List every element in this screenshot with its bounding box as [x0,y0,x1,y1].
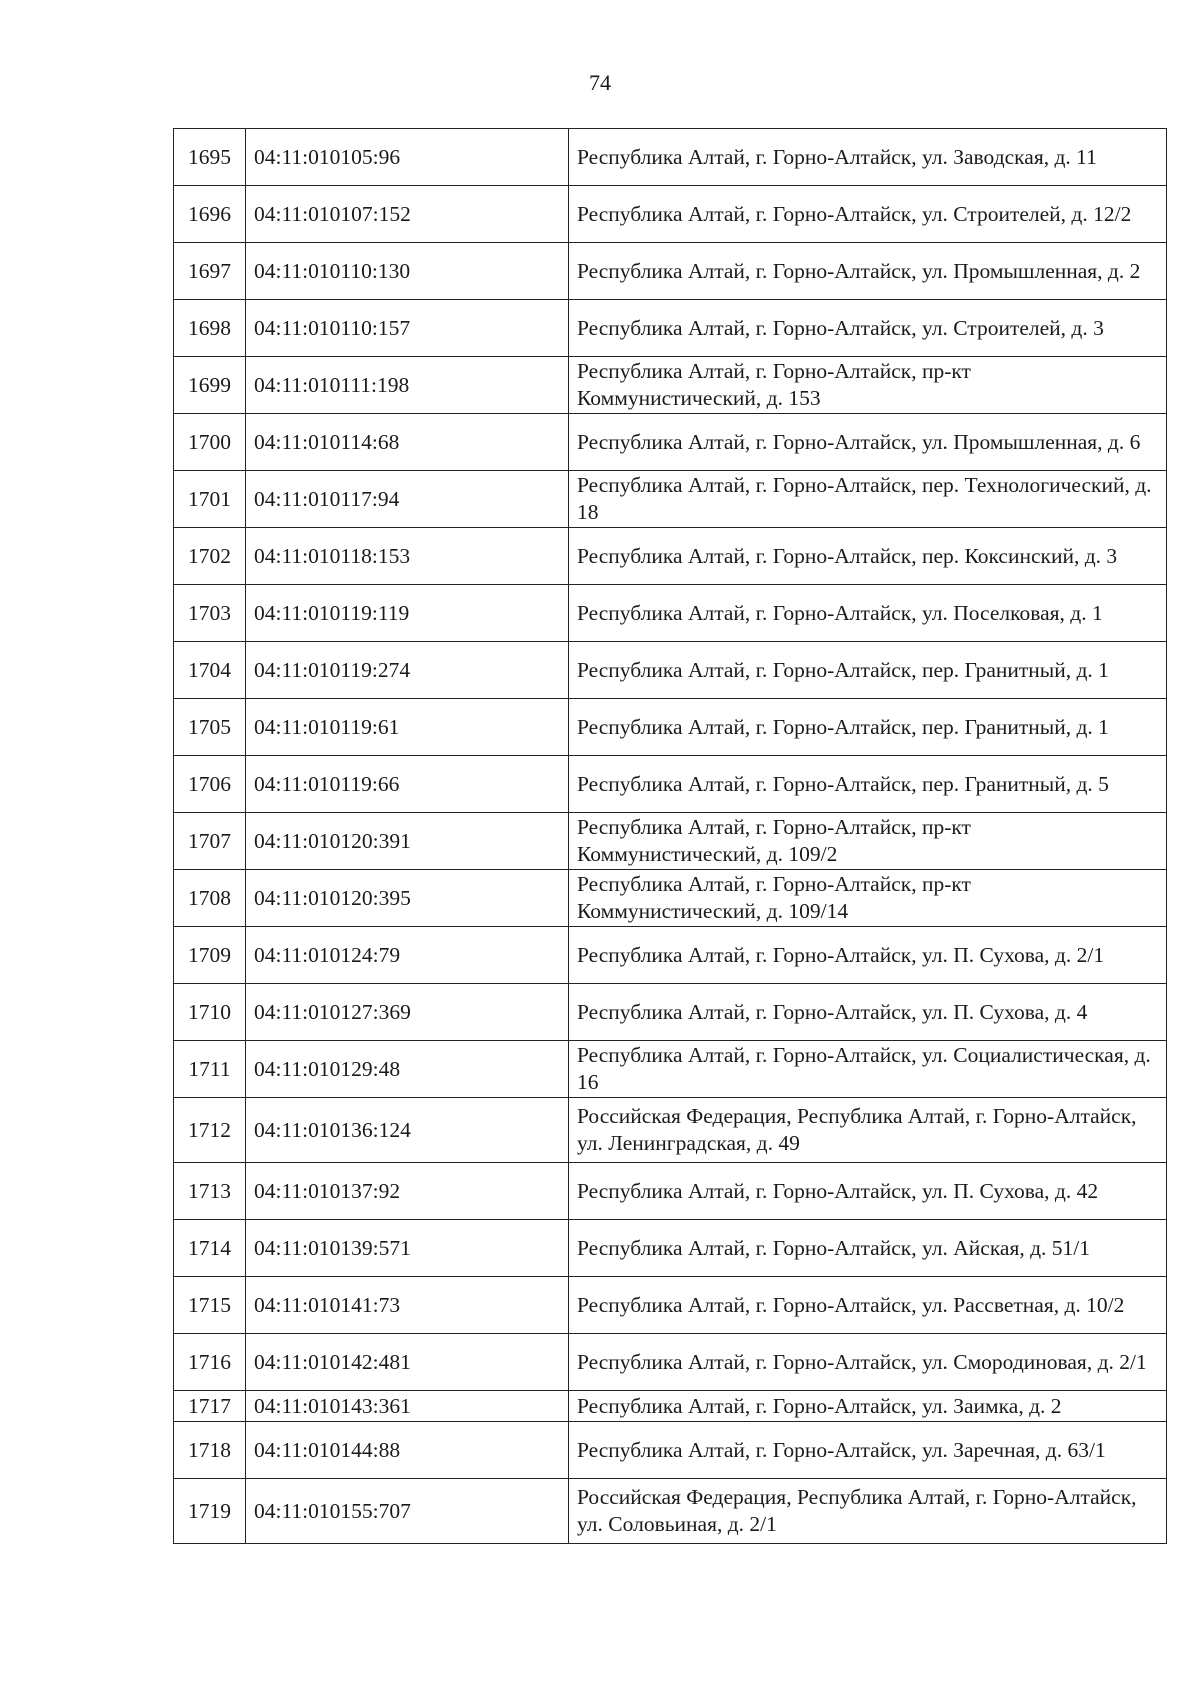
table-row [174,300,1167,357]
cadastral-number: 04:11:010119:66 [246,756,569,813]
cadastral-number: 04:11:010119:274 [246,642,569,699]
cadastral-number: 04:11:010124:79 [246,927,569,984]
address: Республика Алтай, г. Горно-Алтайск, пер. Гранитный, д. 5 [569,756,1167,813]
row-number: 1708 [174,870,246,927]
cadastral-number: 04:11:010136:124 [246,1098,569,1163]
table-row [174,1277,1167,1334]
cadastral-number: 04:11:010110:130 [246,243,569,300]
table-row [174,642,1167,699]
address: Российская Федерация, Республика Алтай, г. Горно-Алтайск, ул. Ленинградская, д. 49 [569,1098,1167,1163]
cadastral-number: 04:11:010155:707 [246,1479,569,1544]
row-number: 1712 [174,1098,246,1163]
cadastral-number: 04:11:010139:571 [246,1220,569,1277]
cadastral-number: 04:11:010107:152 [246,186,569,243]
row-number: 1699 [174,357,246,414]
row-number: 1698 [174,300,246,357]
cadastral-number: 04:11:010144:88 [246,1422,569,1479]
row-number: 1695 [174,129,246,186]
table-row [174,870,1167,927]
address: Республика Алтай, г. Горно-Алтайск, ул. Строителей, д. 12/2 [569,186,1167,243]
address: Республика Алтай, г. Горно-Алтайск, пер. Гранитный, д. 1 [569,642,1167,699]
cadastral-number: 04:11:010127:369 [246,984,569,1041]
address: Республика Алтай, г. Горно-Алтайск, ул. Смородиновая, д. 2/1 [569,1334,1167,1391]
row-number: 1715 [174,1277,246,1334]
table-row [174,1391,1167,1422]
address: Республика Алтай, г. Горно-Алтайск, пер. Коксинский, д. 3 [569,528,1167,585]
address: Республика Алтай, г. Горно-Алтайск, пер. Гранитный, д. 1 [569,699,1167,756]
row-number: 1697 [174,243,246,300]
cadastral-number: 04:11:010114:68 [246,414,569,471]
row-number: 1703 [174,585,246,642]
table-row [174,1041,1167,1098]
row-number: 1701 [174,471,246,528]
cadastral-number: 04:11:010141:73 [246,1277,569,1334]
row-number: 1704 [174,642,246,699]
cadastral-number: 04:11:010119:61 [246,699,569,756]
cadastral-number: 04:11:010143:361 [246,1391,569,1422]
cadastral-number: 04:11:010111:198 [246,357,569,414]
table-row [174,813,1167,870]
cadastral-number: 04:11:010120:395 [246,870,569,927]
address: Республика Алтай, г. Горно-Алтайск, ул. Рассветная, д. 10/2 [569,1277,1167,1334]
address: Республика Алтай, г. Горно-Алтайск, пр-кт Коммунистический, д. 109/14 [569,870,1167,927]
cadastral-number: 04:11:010117:94 [246,471,569,528]
row-number: 1713 [174,1163,246,1220]
address: Республика Алтай, г. Горно-Алтайск, ул. Промышленная, д. 2 [569,243,1167,300]
table-row [174,984,1167,1041]
table-row [174,471,1167,528]
table-row [174,528,1167,585]
row-number: 1696 [174,186,246,243]
table-row [174,414,1167,471]
row-number: 1718 [174,1422,246,1479]
table-row [174,186,1167,243]
row-number: 1705 [174,699,246,756]
address: Республика Алтай, г. Горно-Алтайск, ул. Заимка, д. 2 [569,1391,1167,1422]
table-row [174,129,1167,186]
address: Республика Алтай, г. Горно-Алтайск, ул. Социалистическая, д. 16 [569,1041,1167,1098]
table-row [174,1422,1167,1479]
row-number: 1714 [174,1220,246,1277]
address: Республика Алтай, г. Горно-Алтайск, пр-кт Коммунистический, д. 109/2 [569,813,1167,870]
cadastral-number: 04:11:010110:157 [246,300,569,357]
table-row [174,357,1167,414]
property-table [173,128,1167,1544]
table-row [174,1334,1167,1391]
row-number: 1709 [174,927,246,984]
table-row [174,699,1167,756]
cadastral-number: 04:11:010105:96 [246,129,569,186]
row-number: 1710 [174,984,246,1041]
cadastral-number: 04:11:010118:153 [246,528,569,585]
table-row [174,927,1167,984]
row-number: 1711 [174,1041,246,1098]
address: Республика Алтай, г. Горно-Алтайск, пер. Технологический, д. 18 [569,471,1167,528]
address: Республика Алтай, г. Горно-Алтайск, ул. П. Сухова, д. 4 [569,984,1167,1041]
address: Республика Алтай, г. Горно-Алтайск, ул. Заречная, д. 63/1 [569,1422,1167,1479]
row-number: 1717 [174,1391,246,1422]
table-row [174,1098,1167,1163]
table-row [174,1163,1167,1220]
row-number: 1707 [174,813,246,870]
address: Республика Алтай, г. Горно-Алтайск, ул. Заводская, д. 11 [569,129,1167,186]
address: Республика Алтай, г. Горно-Алтайск, ул. Промышленная, д. 6 [569,414,1167,471]
address: Российская Федерация, Республика Алтай, г. Горно-Алтайск, ул. Соловьиная, д. 2/1 [569,1479,1167,1544]
cadastral-number: 04:11:010120:391 [246,813,569,870]
table-row [174,756,1167,813]
cadastral-number: 04:11:010137:92 [246,1163,569,1220]
row-number: 1700 [174,414,246,471]
address: Республика Алтай, г. Горно-Алтайск, ул. П. Сухова, д. 42 [569,1163,1167,1220]
row-number: 1719 [174,1479,246,1544]
address: Республика Алтай, г. Горно-Алтайск, пр-кт Коммунистический, д. 153 [569,357,1167,414]
row-number: 1706 [174,756,246,813]
page-number: 74 [589,70,611,95]
row-number: 1716 [174,1334,246,1391]
cadastral-number: 04:11:010142:481 [246,1334,569,1391]
table-row [174,243,1167,300]
table-row [174,585,1167,642]
address: Республика Алтай, г. Горно-Алтайск, ул. Строителей, д. 3 [569,300,1167,357]
cadastral-number: 04:11:010119:119 [246,585,569,642]
address: Республика Алтай, г. Горно-Алтайск, ул. Айская, д. 51/1 [569,1220,1167,1277]
row-number: 1702 [174,528,246,585]
address: Республика Алтай, г. Горно-Алтайск, ул. П. Сухова, д. 2/1 [569,927,1167,984]
cadastral-number: 04:11:010129:48 [246,1041,569,1098]
table-row [174,1479,1167,1544]
address: Республика Алтай, г. Горно-Алтайск, ул. Поселковая, д. 1 [569,585,1167,642]
table-row [174,1220,1167,1277]
